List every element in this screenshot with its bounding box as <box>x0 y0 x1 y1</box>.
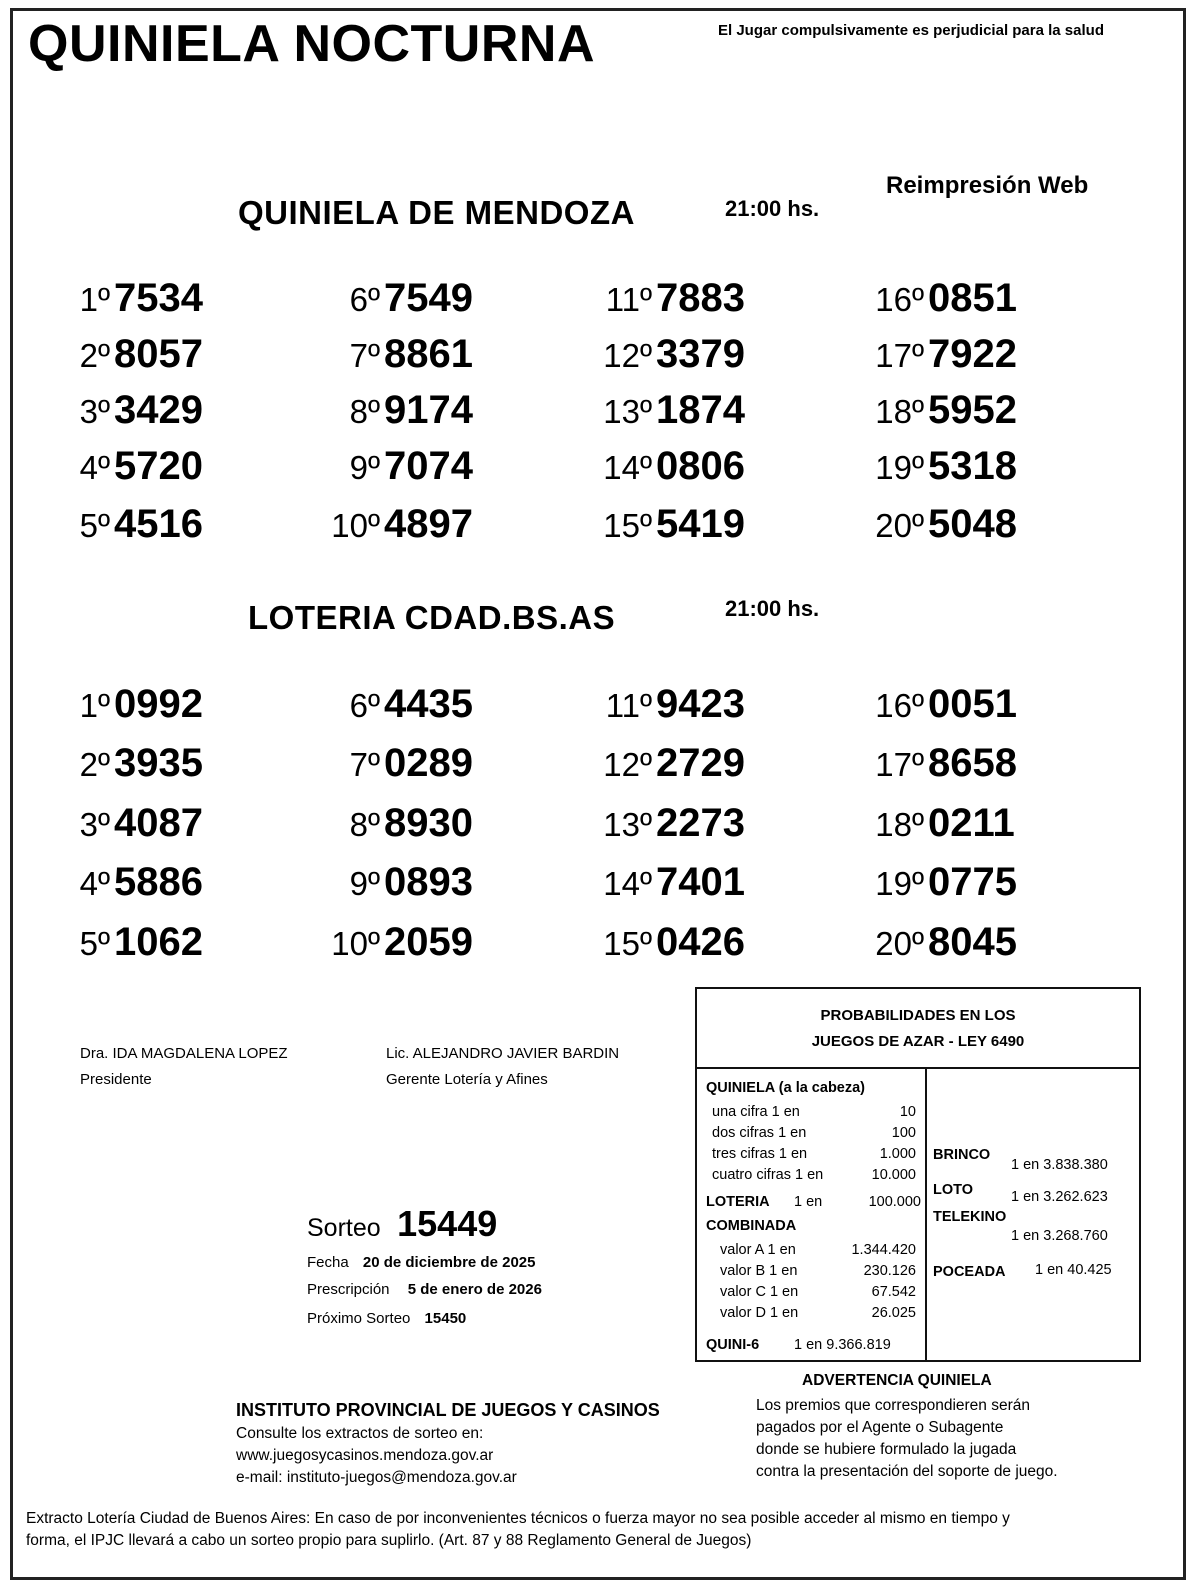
result-position: 20º <box>875 925 924 962</box>
health-warning: El Jugar compulsivamente es perjudicial para la salud <box>718 22 1104 39</box>
loteria-value: 100.000 <box>868 1194 921 1210</box>
result-number: 8057 <box>114 332 203 376</box>
result-number: 2729 <box>656 741 745 785</box>
proximo-line <box>307 1310 466 1327</box>
result-position: 3º <box>79 806 110 843</box>
result-number: 4087 <box>114 801 203 845</box>
result-position: 9º <box>349 865 380 902</box>
result-position: 1º <box>79 281 110 318</box>
result-position: 17º <box>875 337 924 374</box>
result-number: 0051 <box>928 682 1017 726</box>
loteria-label: LOTERIA <box>706 1194 770 1210</box>
signature-right <box>386 1041 619 1093</box>
ciudad-result <box>864 860 1017 905</box>
advertencia-body <box>756 1395 1058 1483</box>
telekino-value: 1 en 3.268.760 <box>1011 1228 1108 1244</box>
advertencia-title: ADVERTENCIA QUINIELA <box>802 1372 992 1389</box>
loto-value: 1 en 3.262.623 <box>1011 1189 1108 1205</box>
probabilities-box <box>695 987 1141 1362</box>
result-number: 7549 <box>384 276 473 320</box>
result-position: 15º <box>603 507 652 544</box>
ciudad-result <box>592 741 745 786</box>
ciudad-result <box>592 920 745 965</box>
result-number: 0426 <box>656 920 745 964</box>
result-number: 5048 <box>928 502 1017 546</box>
fecha-label: Fecha <box>307 1254 349 1271</box>
ciudad-result <box>864 682 1017 727</box>
result-position: 14º <box>603 865 652 902</box>
result-number: 7534 <box>114 276 203 320</box>
probability-value: 230.126 <box>863 1263 916 1279</box>
ciudad-result <box>50 801 203 846</box>
result-position: 16º <box>875 687 924 724</box>
mendoza-time: 21:00 hs. <box>725 196 820 221</box>
proximo-value: 15450 <box>424 1310 467 1327</box>
result-position: 11º <box>605 281 652 318</box>
result-number: 0893 <box>384 860 473 904</box>
mendoza-result <box>864 502 1017 547</box>
advertencia-line: pagados por el Agente o Subagente <box>756 1419 1004 1436</box>
ciudad-result <box>864 920 1017 965</box>
ciudad-result <box>592 860 745 905</box>
result-number: 3935 <box>114 741 203 785</box>
result-position: 6º <box>349 687 380 724</box>
result-number: 1062 <box>114 920 203 964</box>
reprint-label: Reimpresión Web <box>886 172 1089 199</box>
result-number: 8930 <box>384 801 473 845</box>
result-position: 19º <box>875 865 924 902</box>
result-position: 16º <box>875 281 924 318</box>
ciudad-result <box>50 741 203 786</box>
probability-value: 1.000 <box>879 1146 916 1162</box>
ciudad-title: LOTERIA CDAD.BS.AS <box>248 599 616 636</box>
probability-label: valor D 1 en <box>720 1305 799 1321</box>
result-position: 19º <box>875 449 924 486</box>
mendoza-result <box>592 276 745 321</box>
loto-label: LOTO <box>933 1182 974 1198</box>
poceada-label: POCEADA <box>933 1264 1006 1280</box>
loteria-en: 1 en <box>794 1194 823 1210</box>
fecha-value: 20 de diciembre de 2025 <box>362 1254 536 1271</box>
result-number: 0851 <box>928 276 1017 320</box>
probability-label: dos cifras 1 en <box>712 1125 807 1141</box>
institute-website[interactable]: www.juegosycasinos.mendoza.gov.ar <box>236 1447 494 1464</box>
result-number: 4897 <box>384 502 473 546</box>
result-number: 7883 <box>656 276 745 320</box>
ciudad-result <box>320 682 473 727</box>
mendoza-result <box>320 276 473 321</box>
mendoza-result <box>592 332 745 377</box>
result-position: 18º <box>875 393 924 430</box>
result-number: 4516 <box>114 502 203 546</box>
institute-name: INSTITUTO PROVINCIAL DE JUEGOS Y CASINOS <box>236 1400 660 1420</box>
result-number: 1874 <box>656 388 745 432</box>
result-number: 7922 <box>928 332 1017 376</box>
result-number: 3429 <box>114 388 203 432</box>
probability-value: 10 <box>899 1104 916 1120</box>
result-number: 9174 <box>384 388 473 432</box>
ciudad-result <box>864 801 1015 846</box>
signature-left-role: Presidente <box>80 1071 152 1088</box>
probabilities-title-2: JUEGOS DE AZAR - LEY 6490 <box>811 1033 1025 1050</box>
result-position: 14º <box>603 449 652 486</box>
advertencia-line: contra la presentación del soporte de juego. <box>756 1463 1058 1480</box>
probability-label: tres cifras 1 en <box>712 1146 808 1162</box>
probability-value: 10.000 <box>871 1167 916 1183</box>
quiniela-label: QUINIELA (a la cabeza) <box>706 1080 866 1096</box>
probability-label: una cifra 1 en <box>712 1104 800 1120</box>
combinada-label: COMBINADA <box>706 1218 797 1234</box>
ciudad-result <box>50 920 203 965</box>
mendoza-result <box>864 444 1017 489</box>
result-position: 6º <box>349 281 380 318</box>
ciudad-result <box>592 801 745 846</box>
result-position: 10º <box>331 925 380 962</box>
ciudad-time: 21:00 hs. <box>725 596 820 621</box>
result-position: 10º <box>331 507 380 544</box>
prescripcion-label: Prescripción <box>307 1281 390 1298</box>
signature-left <box>80 1041 288 1093</box>
poceada-value: 1 en 40.425 <box>1035 1262 1112 1278</box>
sorteo-label: Sorteo <box>307 1214 381 1242</box>
result-position: 13º <box>603 393 652 430</box>
result-position: 7º <box>349 337 380 374</box>
result-number: 8658 <box>928 741 1017 785</box>
mendoza-result <box>320 502 473 547</box>
mendoza-result <box>592 388 745 433</box>
institute-info <box>236 1423 517 1489</box>
result-position: 5º <box>79 925 110 962</box>
prescripcion-line <box>307 1281 542 1298</box>
mendoza-result <box>50 502 203 547</box>
result-position: 13º <box>603 806 652 843</box>
result-position: 18º <box>875 806 924 843</box>
result-number: 7401 <box>656 860 745 904</box>
mendoza-title: QUINIELA DE MENDOZA <box>238 194 635 231</box>
probabilities-title-1: PROBABILIDADES EN LOS <box>820 1007 1016 1024</box>
quini6-value: 1 en 9.366.819 <box>794 1337 891 1353</box>
result-number: 2059 <box>384 920 473 964</box>
result-number: 5419 <box>656 502 745 546</box>
footer-line: Extracto Lotería Ciudad de Buenos Aires: En caso de por inconvenientes técnicos o fuerza mayor no sea posible acceder al mismo en tiempo y <box>26 1510 1010 1527</box>
result-number: 4435 <box>384 682 473 726</box>
ciudad-result <box>320 741 473 786</box>
advertencia-line: Los premios que correspondieren serán <box>756 1397 1030 1414</box>
result-number: 5952 <box>928 388 1017 432</box>
institute-email[interactable]: e-mail: instituto-juegos@mendoza.gov.ar <box>236 1469 517 1486</box>
signature-left-name: Dra. IDA MAGDALENA LOPEZ <box>80 1045 288 1062</box>
result-position: 15º <box>603 925 652 962</box>
telekino-label: TELEKINO <box>933 1209 1007 1225</box>
mendoza-result <box>592 502 745 547</box>
advertencia-line: donde se hubiere formulado la jugada <box>756 1441 1017 1458</box>
result-position: 4º <box>79 865 110 902</box>
ciudad-result <box>50 682 203 727</box>
sorteo-number: 15449 <box>397 1203 498 1244</box>
probabilities-header <box>697 989 1139 1069</box>
result-position: 8º <box>349 806 380 843</box>
brinco-value: 1 en 3.838.380 <box>1011 1157 1108 1173</box>
ciudad-result <box>864 741 1017 786</box>
result-position: 11º <box>605 687 652 724</box>
result-number: 8861 <box>384 332 473 376</box>
ciudad-result <box>320 801 473 846</box>
result-position: 2º <box>79 746 110 783</box>
result-number: 0775 <box>928 860 1017 904</box>
result-number: 8045 <box>928 920 1017 964</box>
result-number: 5886 <box>114 860 203 904</box>
result-position: 17º <box>875 746 924 783</box>
prescripcion-value: 5 de enero de 2026 <box>407 1281 542 1298</box>
result-position: 5º <box>79 507 110 544</box>
mendoza-result <box>320 388 473 433</box>
result-number: 5720 <box>114 444 203 488</box>
ciudad-result <box>592 682 745 727</box>
probability-value: 100 <box>891 1125 916 1141</box>
result-position: 7º <box>349 746 380 783</box>
mendoza-result <box>50 388 203 433</box>
result-position: 3º <box>79 393 110 430</box>
probability-label: valor A 1 en <box>720 1242 796 1258</box>
mendoza-result <box>320 444 473 489</box>
result-number: 0806 <box>656 444 745 488</box>
signature-right-name: Lic. ALEJANDRO JAVIER BARDIN <box>386 1045 620 1062</box>
result-number: 0289 <box>384 741 473 785</box>
result-position: 20º <box>875 507 924 544</box>
result-position: 9º <box>349 449 380 486</box>
mendoza-result <box>50 332 203 377</box>
mendoza-result <box>50 276 203 321</box>
page-title: QUINIELA NOCTURNA <box>28 15 595 73</box>
probability-label: cuatro cifras 1 en <box>712 1167 824 1183</box>
quini6-label: QUINI-6 <box>706 1337 760 1353</box>
result-position: 12º <box>603 746 652 783</box>
footer-note <box>26 1508 1010 1552</box>
probability-value: 26.025 <box>871 1305 916 1321</box>
result-number: 9423 <box>656 682 745 726</box>
result-position: 12º <box>603 337 652 374</box>
ciudad-result <box>50 860 203 905</box>
result-number: 3379 <box>656 332 745 376</box>
proximo-label: Próximo Sorteo <box>307 1310 411 1327</box>
ciudad-result <box>320 920 473 965</box>
probability-value: 67.542 <box>871 1284 916 1300</box>
result-number: 0211 <box>928 801 1015 845</box>
result-number: 0992 <box>114 682 203 726</box>
probability-value: 1.344.420 <box>851 1242 916 1258</box>
mendoza-result <box>864 332 1017 377</box>
result-number: 2273 <box>656 801 745 845</box>
signature-right-role: Gerente Lotería y Afines <box>386 1071 548 1088</box>
ciudad-result <box>320 860 473 905</box>
footer-line: forma, el IPJC llevará a cabo un sorteo propio para suplirlo. (Art. 87 y 88 Reglamento General de Juegos) <box>26 1532 752 1549</box>
mendoza-result <box>320 332 473 377</box>
probability-label: valor B 1 en <box>720 1263 798 1279</box>
mendoza-result <box>592 444 745 489</box>
result-position: 2º <box>79 337 110 374</box>
mendoza-result <box>50 444 203 489</box>
result-position: 1º <box>79 687 110 724</box>
mendoza-result <box>864 276 1017 321</box>
institute-line: Consulte los extractos de sorteo en: <box>236 1425 484 1442</box>
result-position: 4º <box>79 449 110 486</box>
fecha-line <box>307 1254 535 1271</box>
probability-label: valor C 1 en <box>720 1284 799 1300</box>
sorteo-line <box>307 1203 497 1245</box>
result-number: 5318 <box>928 444 1017 488</box>
result-number: 7074 <box>384 444 473 488</box>
result-position: 8º <box>349 393 380 430</box>
probabilities-divider <box>925 1069 927 1360</box>
brinco-label: BRINCO <box>933 1147 991 1163</box>
mendoza-result <box>864 388 1017 433</box>
